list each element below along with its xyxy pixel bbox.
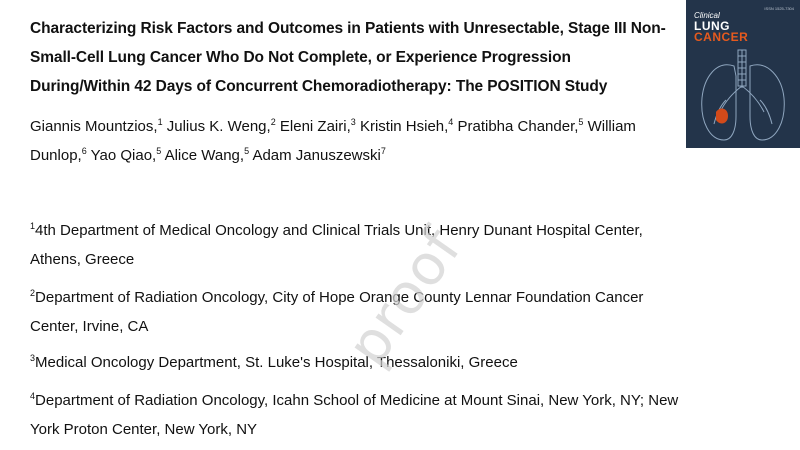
author: Eleni Zairi,$^3$ [279, 117, 356, 135]
author: Kristin Hsieh,$^4$ [359, 117, 454, 135]
author: William Dunlop,$^6$ [30, 118, 636, 164]
author-affiliation-marker: 7 [380, 146, 386, 156]
affiliation-text: Medical Oncology Department, St. Luke's Hospital, Thessaloniki, Greece [35, 354, 518, 371]
journal-title [694, 10, 748, 43]
journal-title-line: Clinical [694, 11, 720, 20]
author: Alice Wang,$^5$ [164, 146, 250, 164]
proof-watermark: proof [335, 216, 475, 378]
author-affiliation-marker: 5 [156, 146, 162, 156]
affiliation-text: 4th Department of Medical Oncology and Clinical Trials Unit, Henry Dunant Hospital Center, Athens, Greece [30, 222, 643, 268]
author-affiliation-marker: 1 [157, 117, 163, 127]
author: Pratibha Chander,$^5$ [457, 117, 584, 135]
affiliation [30, 216, 690, 274]
author-affiliation-marker: 2 [270, 117, 276, 127]
affiliation-marker: 1 [30, 221, 36, 231]
author: Adam Januszewski$^7$ [252, 146, 386, 164]
journal-cover [686, 0, 800, 148]
affiliation [30, 348, 690, 377]
affiliation-text: Department of Radiation Oncology, Icahn School of Medicine at Mount Sinai, New York, NY; New York Proton Center, New York, NY [30, 392, 679, 438]
author-affiliation-marker: 5 [578, 117, 584, 127]
journal-title-line: CANCER [694, 30, 749, 44]
affiliation [30, 283, 690, 341]
author-affiliation-marker: 6 [81, 146, 87, 156]
author: Yao Qiao,$^5$ [90, 146, 162, 164]
article-title: Characterizing Risk Factors and Outcomes in Patients with Unresectable, Stage III Non-Small-Cell Lung Cancer Who Do Not Complete, or Experience Progression During/Within 42 Days of Concurrent Chemoradiotherapy: The POSITION Study [30, 20, 666, 95]
author-affiliation-marker: 5 [244, 146, 250, 156]
journal-title-line: LUNG [694, 19, 730, 33]
author-affiliation-marker: 3 [350, 117, 356, 127]
affiliation-text: Department of Radiation Oncology, City of Hope Orange County Lennar Foundation Cancer Center, Irvine, CA [30, 289, 644, 335]
author-list [30, 112, 680, 170]
affiliation [30, 386, 690, 444]
author: Giannis Mountzios,$^1$ [30, 117, 163, 135]
author-affiliation-marker: 4 [448, 117, 454, 127]
journal-issn: ISSN 1525-7304 [764, 6, 794, 11]
affiliation-marker: 4 [30, 391, 36, 401]
affiliation-marker: 2 [30, 288, 36, 298]
affiliation-marker: 3 [30, 353, 36, 363]
author: Julius K. Weng,$^2$ [166, 117, 276, 135]
